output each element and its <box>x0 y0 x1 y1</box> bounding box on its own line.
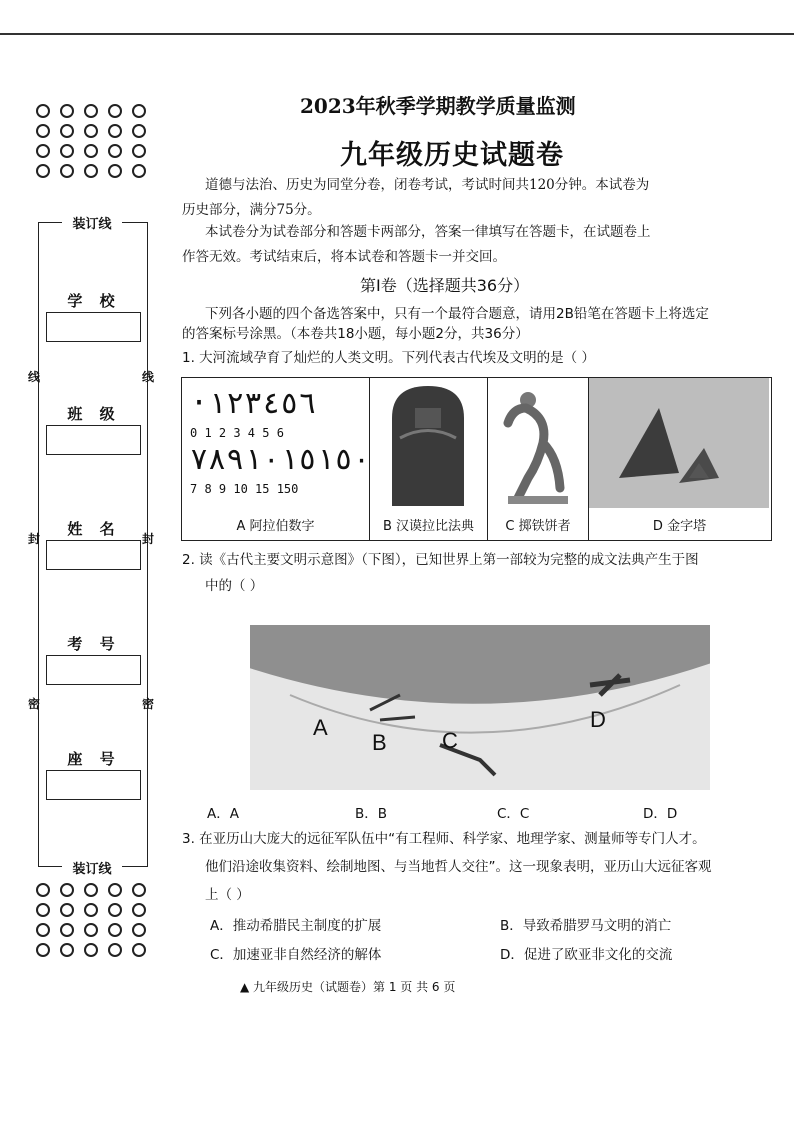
section-instructions-2: 的答案标号涂黑。（本卷共18小题，每小题2分，共36分） <box>182 326 529 342</box>
q3-option-c: C．加速亚非自然经济的解体 <box>210 947 382 963</box>
binding-hole <box>132 943 146 957</box>
binding-hole <box>108 164 122 178</box>
q3-stem-1: 3. 在亚历山大庞大的远征军队伍中“有工程师、科学家、地理学家、测量师等专门人才。 <box>182 831 706 847</box>
pyramid-image <box>589 378 769 508</box>
binding-hole <box>132 923 146 937</box>
mark-feng-left: 封 <box>28 532 41 546</box>
ancient-civilizations-map <box>250 625 710 790</box>
binding-hole <box>132 883 146 897</box>
q3-stem-3: 上（ ） <box>205 887 250 903</box>
binding-hole <box>132 903 146 917</box>
q1-image-table <box>181 377 772 541</box>
q3-option-a: A．推动希腊民主制度的扩展 <box>210 918 382 934</box>
intro-line-4: 作答无效。考试结束后，将本试卷和答题卡一并交回。 <box>182 249 506 265</box>
arabic-numerals-top: ·١٢٣٤٥٦ <box>190 386 317 421</box>
page-footer: ▲ 九年级历史（试题卷）第 1 页 共 6 页 <box>240 980 456 994</box>
digits-bottom: 7 8 9 10 15 150 <box>190 482 299 496</box>
binding-hole <box>84 923 98 937</box>
discobolus-image <box>488 378 588 508</box>
binding-hole <box>84 164 98 178</box>
binding-hole <box>108 943 122 957</box>
q2-option-a: A．A <box>207 806 239 822</box>
binding-holes-top <box>36 104 154 178</box>
q2-option-c: C．C <box>497 806 530 822</box>
school-field[interactable] <box>46 312 141 342</box>
q1-stem: 1. 大河流域孕育了灿烂的人类文明。下列代表古代埃及文明的是（ ） <box>182 350 595 366</box>
digits-top: 0 1 2 3 4 5 6 <box>190 426 284 440</box>
binding-hole <box>84 943 98 957</box>
section-title: 第Ⅰ卷（选择题共36分） <box>360 276 530 295</box>
intro-line-1: 道德与法治、历史为同堂分卷，闭卷考试，考试时间共120分钟。本试卷为 <box>205 177 650 193</box>
map-label-a: A <box>313 715 328 740</box>
binding-hole <box>60 883 74 897</box>
binding-hole <box>132 164 146 178</box>
binding-hole <box>84 883 98 897</box>
q1-cell-c <box>488 378 589 540</box>
q3-option-b: B．导致希腊罗马文明的消亡 <box>500 918 672 934</box>
q1-option-c: C 掷铁饼者 <box>505 519 571 534</box>
school-label: 学 校 <box>67 292 121 310</box>
binding-holes-bottom <box>36 883 154 957</box>
binding-hole <box>108 883 122 897</box>
binding-hole <box>60 164 74 178</box>
mark-mi-left: 密 <box>28 697 41 711</box>
q1-cell-b <box>370 378 488 540</box>
binding-hole <box>108 903 122 917</box>
binding-line-label-bottom: 装订线 <box>62 858 122 877</box>
binding-hole <box>108 124 122 138</box>
binding-hole <box>36 164 50 178</box>
binding-hole <box>36 883 50 897</box>
class-field[interactable] <box>46 425 141 455</box>
binding-hole <box>132 144 146 158</box>
map-label-b: B <box>372 730 387 755</box>
q2-stem-1: 2. 读《古代主要文明示意图》（下图），已知世界上第一部较为完整的成文法典产生于图 <box>182 552 699 568</box>
exam-number-label: 考 号 <box>67 635 121 653</box>
binding-hole <box>36 124 50 138</box>
binding-hole <box>36 144 50 158</box>
binding-hole <box>132 124 146 138</box>
binding-hole <box>84 124 98 138</box>
q1-option-d: D 金字塔 <box>652 519 707 534</box>
binding-hole <box>84 903 98 917</box>
q1-cell-a <box>182 378 370 540</box>
map-drawing <box>250 625 710 790</box>
q1-option-b: B 汉谟拉比法典 <box>382 519 475 534</box>
q2-option-d: D．D <box>643 806 678 822</box>
binding-hole <box>36 903 50 917</box>
mark-feng-right: 封 <box>142 532 155 546</box>
binding-hole <box>36 943 50 957</box>
binding-hole <box>84 144 98 158</box>
binding-hole <box>60 943 74 957</box>
seat-number-field[interactable] <box>46 770 141 800</box>
binding-hole <box>60 104 74 118</box>
q3-option-d: D．促进了欧亚非文化的交流 <box>500 947 673 963</box>
map-label-d: D <box>590 707 606 732</box>
mark-xian-left: 线 <box>28 370 41 384</box>
exam-title: 2023年秋季学期教学质量监测 <box>300 94 576 118</box>
top-rule <box>0 33 794 35</box>
binding-hole <box>36 923 50 937</box>
binding-hole <box>84 104 98 118</box>
q2-stem-2: 中的（ ） <box>205 578 264 594</box>
q1-cell-d <box>589 378 770 540</box>
section-instructions-1: 下列各小题的四个备选答案中，只有一个最符合题意，请用2B铅笔在答题卡上将选定 <box>205 306 709 322</box>
q3-stem-2: 他们沿途收集资料、绘制地图、与当地哲人交往”。这一现象表明，亚历山大远征客观 <box>205 859 712 875</box>
name-label: 姓 名 <box>67 520 121 538</box>
seat-number-label: 座 号 <box>67 750 121 768</box>
exam-number-field[interactable] <box>46 655 141 685</box>
binding-hole <box>60 923 74 937</box>
binding-hole <box>108 923 122 937</box>
binding-hole <box>36 104 50 118</box>
map-label-c: C <box>442 728 458 753</box>
intro-line-3: 本试卷分为试卷部分和答题卡两部分，答案一律填写在答题卡，在试题卷上 <box>205 224 651 240</box>
binding-hole <box>60 903 74 917</box>
arabic-numerals-bottom: ٧٨٩١٠١٥١٥٠ <box>190 442 371 477</box>
paper-title: 九年级历史试题卷 <box>340 140 564 171</box>
binding-hole <box>108 144 122 158</box>
q1-option-a: A 阿拉伯数字 <box>236 519 315 534</box>
mark-xian-right: 线 <box>142 370 155 384</box>
q2-option-b: B．B <box>355 806 388 822</box>
class-label: 班 级 <box>67 405 121 423</box>
name-field[interactable] <box>46 540 141 570</box>
intro-line-2: 历史部分，满分75分。 <box>182 202 321 218</box>
binding-hole <box>60 144 74 158</box>
stele-image <box>370 378 486 508</box>
binding-hole <box>60 124 74 138</box>
mark-mi-right: 密 <box>142 697 155 711</box>
binding-hole <box>132 104 146 118</box>
binding-line-label-top: 装订线 <box>62 213 122 232</box>
binding-hole <box>108 104 122 118</box>
